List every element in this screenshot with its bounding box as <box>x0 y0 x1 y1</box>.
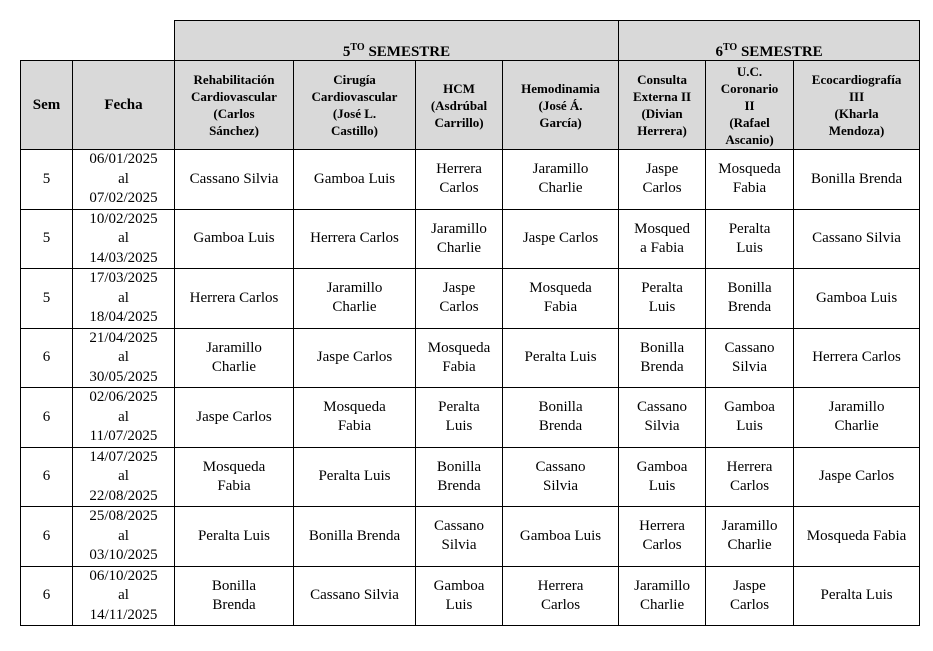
resident-line: Peralta Luis <box>820 587 893 604</box>
resident-line: Gamboa Luis <box>313 170 396 187</box>
header-line: Cardiovascular <box>311 89 398 104</box>
resident-line: Silvia <box>644 418 680 435</box>
semester-6-header <box>619 21 920 61</box>
header-line: Cardiovascular <box>191 89 277 104</box>
cell-resident <box>294 388 416 448</box>
cell-resident <box>503 209 619 269</box>
fecha-line: 07/02/2025 <box>89 190 158 206</box>
cell-resident <box>294 150 416 210</box>
semester-5-header <box>175 21 619 61</box>
resident-line: Jaramillo <box>721 518 778 535</box>
fecha-line: al <box>118 587 129 603</box>
semester-6-suffix: TO <box>722 42 738 53</box>
cell-resident <box>706 150 794 210</box>
resident-line: Mosqueda <box>427 339 491 356</box>
resident-line: Brenda <box>538 418 583 435</box>
cell-resident <box>294 328 416 388</box>
cell-resident <box>416 388 503 448</box>
resident-line: Carlos <box>439 180 479 197</box>
cell-resident <box>706 269 794 329</box>
resident-line: Bonilla <box>727 280 772 297</box>
header-line: Mendoza) <box>828 123 885 138</box>
resident-line: Jaramillo <box>431 220 487 237</box>
fecha-line: 14/07/2025 <box>89 448 158 465</box>
resident-line: Silvia <box>441 537 477 554</box>
cell-resident <box>706 388 794 448</box>
cell-resident <box>175 447 294 507</box>
resident-line: Bonilla Brenda <box>810 170 903 187</box>
resident-line: Charlie <box>211 358 257 375</box>
resident-line: Gamboa <box>433 577 485 594</box>
resident-line: Mosqued <box>634 220 690 237</box>
table-row <box>21 507 920 567</box>
header-line: (José Á. <box>538 97 583 113</box>
fecha-line: 06/01/2025 <box>89 151 158 167</box>
fecha-line: 14/11/2025 <box>89 606 158 623</box>
cell-sem: 6 <box>21 388 73 448</box>
resident-line: Bonilla <box>538 399 583 416</box>
resident-line: Herrera <box>436 161 482 178</box>
header-uc-coronario <box>706 61 794 150</box>
resident-line: Cassano <box>535 458 586 475</box>
resident-line: Brenda <box>640 358 684 375</box>
cell-resident <box>794 328 920 388</box>
resident-line: Carlos <box>642 180 682 197</box>
header-hcm <box>416 61 503 150</box>
cell-resident <box>175 507 294 567</box>
fecha-line: al <box>118 170 129 187</box>
cell-resident <box>294 507 416 567</box>
header-line: Coronario <box>720 80 779 96</box>
fecha-line: 02/06/2025 <box>89 389 158 405</box>
cell-resident <box>706 447 794 507</box>
cell-sem: 5 <box>21 150 73 210</box>
fecha-line: 06/10/2025 <box>89 567 158 584</box>
header-line: Ecocardiografía <box>811 72 902 87</box>
resident-line: Silvia <box>732 358 768 375</box>
resident-line: Charlie <box>538 180 583 197</box>
header-consulta-externa <box>619 61 706 150</box>
cell-resident <box>175 328 294 388</box>
header-line: (Rafael <box>729 114 770 130</box>
resident-line: Luis <box>736 239 763 256</box>
table-row <box>21 566 920 626</box>
fecha-line: 10/02/2025 <box>89 210 158 227</box>
table-row <box>21 328 920 388</box>
resident-line: Gamboa Luis <box>815 289 898 306</box>
header-line: Carrillo) <box>434 114 484 130</box>
semester-6-label: SEMESTRE <box>740 44 823 60</box>
cell-resident <box>416 447 503 507</box>
header-sem: Sem <box>21 61 73 150</box>
cell-resident <box>416 269 503 329</box>
cell-resident <box>794 269 920 329</box>
header-line: (Divian <box>641 106 683 121</box>
resident-line: Peralta <box>728 220 771 237</box>
fecha-line: 14/03/2025 <box>89 249 158 266</box>
resident-line: Charlie <box>834 418 879 435</box>
header-line: III <box>848 89 865 104</box>
cell-resident <box>619 507 706 567</box>
header-line: Cirugía <box>333 72 376 87</box>
resident-line: Gamboa Luis <box>519 527 602 544</box>
cell-resident <box>175 209 294 269</box>
header-fecha: Fecha <box>73 61 175 150</box>
empty-corner <box>21 21 175 61</box>
semester-header-row <box>21 21 920 61</box>
resident-line: Charlie <box>436 239 482 256</box>
header-line: García) <box>539 114 582 130</box>
cell-resident <box>794 150 920 210</box>
resident-line: Jaramillo <box>326 280 383 297</box>
fecha-line: 17/03/2025 <box>89 270 158 286</box>
cell-resident <box>619 388 706 448</box>
resident-line: Cassano <box>434 518 484 535</box>
resident-line: Brenda <box>212 596 256 613</box>
cell-resident <box>503 388 619 448</box>
cell-resident <box>794 447 920 507</box>
cell-resident <box>175 566 294 626</box>
cell-resident <box>503 447 619 507</box>
resident-line: Carlos <box>439 299 479 316</box>
resident-line: Luis <box>648 299 676 316</box>
resident-line: Fabia <box>337 418 372 435</box>
cell-resident <box>503 507 619 567</box>
resident-line: Luis <box>445 418 473 435</box>
header-cirugia <box>294 61 416 150</box>
fecha-line: al <box>118 230 129 246</box>
resident-line: Mosqueda <box>718 161 781 178</box>
resident-line: Fabia <box>442 358 476 375</box>
rotation-table <box>20 20 920 626</box>
header-line: (Kharla <box>834 106 879 121</box>
resident-line: Charlie <box>332 299 377 316</box>
semester-5-number: 5 <box>342 44 351 60</box>
resident-line: Carlos <box>729 477 770 494</box>
cell-resident <box>416 566 503 626</box>
resident-line: Charlie <box>639 596 685 613</box>
resident-line: Mosqueda Fabia <box>806 527 907 544</box>
header-ecocardiografia <box>794 61 920 150</box>
resident-line: Bonilla <box>639 339 685 356</box>
cell-resident <box>503 566 619 626</box>
resident-line: Herrera <box>639 518 685 535</box>
resident-line: Gamboa <box>724 399 775 416</box>
resident-line: Bonilla <box>436 458 482 475</box>
resident-line: Bonilla <box>211 577 257 594</box>
cell-fecha <box>73 150 175 210</box>
cell-resident <box>175 388 294 448</box>
resident-line: Jaramillo <box>532 161 589 178</box>
resident-line: Cassano Silvia <box>812 230 901 247</box>
resident-line: Herrera Carlos <box>812 349 901 366</box>
resident-line: Jaspe <box>733 577 766 594</box>
cell-resident <box>619 328 706 388</box>
table-row <box>21 209 920 269</box>
fecha-line: al <box>118 468 129 484</box>
header-line: Consulta <box>637 72 687 87</box>
fecha-line: 21/04/2025 <box>89 329 158 346</box>
resident-line: Fabia <box>543 299 578 316</box>
fecha-line: al <box>118 408 129 425</box>
resident-line: Jaspe Carlos <box>316 349 393 366</box>
table-row <box>21 269 920 329</box>
resident-line: Carlos <box>642 537 682 554</box>
cell-resident <box>706 328 794 388</box>
resident-line: Peralta <box>641 280 683 297</box>
header-line: Herrera) <box>637 123 687 138</box>
resident-line: Herrera <box>726 458 773 475</box>
cell-sem: 6 <box>21 566 73 626</box>
resident-line: Bonilla Brenda <box>308 527 401 544</box>
table-row <box>21 447 920 507</box>
resident-line: Luis <box>648 477 676 494</box>
semester-6-number: 6 <box>715 44 723 60</box>
header-line: Ascanio) <box>725 131 774 147</box>
cell-fecha <box>73 388 175 448</box>
cell-fecha <box>73 447 175 507</box>
resident-line: Fabia <box>217 477 251 494</box>
header-line: Externa II <box>632 89 692 104</box>
resident-line: Herrera Carlos <box>189 289 279 306</box>
cell-resident <box>706 209 794 269</box>
cell-resident <box>503 150 619 210</box>
cell-resident <box>294 447 416 507</box>
cell-fecha <box>73 507 175 567</box>
resident-line: Jaspe <box>645 161 679 178</box>
resident-line: Peralta Luis <box>318 468 391 485</box>
header-line: (José L. <box>332 106 377 121</box>
resident-line: Fabia <box>732 180 767 197</box>
resident-line: Mosqueda <box>529 280 592 297</box>
fecha-line: 11/07/2025 <box>89 428 158 444</box>
table-row <box>21 388 920 448</box>
cell-resident <box>175 269 294 329</box>
header-line: II <box>744 97 755 113</box>
header-line: U.C. <box>736 63 763 79</box>
resident-line: Charlie <box>727 537 772 554</box>
cell-resident <box>619 447 706 507</box>
fecha-line: al <box>118 527 129 544</box>
cell-fecha <box>73 209 175 269</box>
cell-resident <box>619 269 706 329</box>
cell-resident <box>416 507 503 567</box>
fecha-line: al <box>118 349 129 365</box>
cell-fecha <box>73 328 175 388</box>
header-line: Sánchez) <box>209 123 259 138</box>
cell-resident <box>416 150 503 210</box>
cell-resident <box>503 269 619 329</box>
fecha-line: 03/10/2025 <box>89 547 158 563</box>
resident-line: Mosqueda <box>323 399 386 416</box>
cell-resident <box>294 269 416 329</box>
cell-sem: 5 <box>21 209 73 269</box>
resident-line: Peralta <box>438 399 480 416</box>
resident-line: Gamboa Luis <box>193 230 275 247</box>
cell-resident <box>619 150 706 210</box>
resident-line: Jaramillo <box>206 339 262 356</box>
resident-line: Gamboa <box>636 458 688 475</box>
fecha-line: 30/05/2025 <box>89 368 158 385</box>
header-hemodinamia <box>503 61 619 150</box>
cell-sem: 6 <box>21 447 73 507</box>
header-rehabilitacion <box>175 61 294 150</box>
resident-line: Cassano Silvia <box>310 587 399 604</box>
resident-line: a Fabia <box>640 239 684 256</box>
cell-resident <box>416 328 503 388</box>
cell-resident <box>706 566 794 626</box>
resident-line: Carlos <box>729 596 770 613</box>
cell-resident <box>294 566 416 626</box>
resident-line: Silvia <box>543 477 579 494</box>
resident-line: Mosqueda <box>202 458 266 475</box>
cell-resident <box>175 150 294 210</box>
resident-line: Cassano Silvia <box>189 170 279 187</box>
fecha-line: al <box>118 289 129 306</box>
header-line: (Asdrúbal <box>430 97 488 113</box>
cell-sem: 6 <box>21 507 73 567</box>
cell-resident <box>294 209 416 269</box>
cell-resident <box>794 209 920 269</box>
resident-line: Peralta Luis <box>197 527 271 544</box>
resident-line: Herrera <box>537 577 584 594</box>
resident-line: Herrera Carlos <box>310 230 399 247</box>
cell-resident <box>416 209 503 269</box>
header-line: Rehabilitación <box>193 72 275 87</box>
header-line: Castillo) <box>331 123 378 138</box>
resident-line: Brenda <box>727 299 772 316</box>
resident-line: Luis <box>445 596 473 613</box>
cell-fecha <box>73 566 175 626</box>
cell-resident <box>503 328 619 388</box>
cell-resident <box>794 388 920 448</box>
resident-line: Jaspe Carlos <box>196 408 272 425</box>
header-line: Hemodinamia <box>521 80 600 96</box>
table-body <box>21 150 920 626</box>
header-line: (Carlos <box>213 106 255 121</box>
resident-line: Brenda <box>437 477 481 494</box>
resident-line: Luis <box>736 418 763 435</box>
cell-resident <box>619 209 706 269</box>
semester-5-suffix: TO <box>350 42 365 53</box>
cell-resident <box>619 566 706 626</box>
cell-sem: 5 <box>21 269 73 329</box>
resident-line: Cassano <box>637 399 688 416</box>
cell-sem: 6 <box>21 328 73 388</box>
cell-resident <box>706 507 794 567</box>
resident-line: Peralta Luis <box>524 349 597 366</box>
fecha-line: 25/08/2025 <box>89 508 158 524</box>
fecha-line: 22/08/2025 <box>89 487 158 504</box>
resident-line: Jaspe Carlos <box>818 468 895 485</box>
header-line: HCM <box>443 80 475 96</box>
cell-fecha <box>73 269 175 329</box>
column-header-row <box>21 61 920 150</box>
resident-line: Jaspe <box>442 280 476 297</box>
cell-resident <box>794 566 920 626</box>
resident-line: Jaramillo <box>634 577 690 594</box>
resident-line: Carlos <box>540 596 581 613</box>
cell-resident <box>794 507 920 567</box>
semester-5-label: SEMESTRE <box>368 44 451 60</box>
resident-line: Jaramillo <box>828 399 885 416</box>
resident-line: Jaspe Carlos <box>522 230 599 247</box>
fecha-line: 18/04/2025 <box>89 309 158 325</box>
resident-line: Cassano <box>724 339 775 356</box>
table-row <box>21 150 920 210</box>
